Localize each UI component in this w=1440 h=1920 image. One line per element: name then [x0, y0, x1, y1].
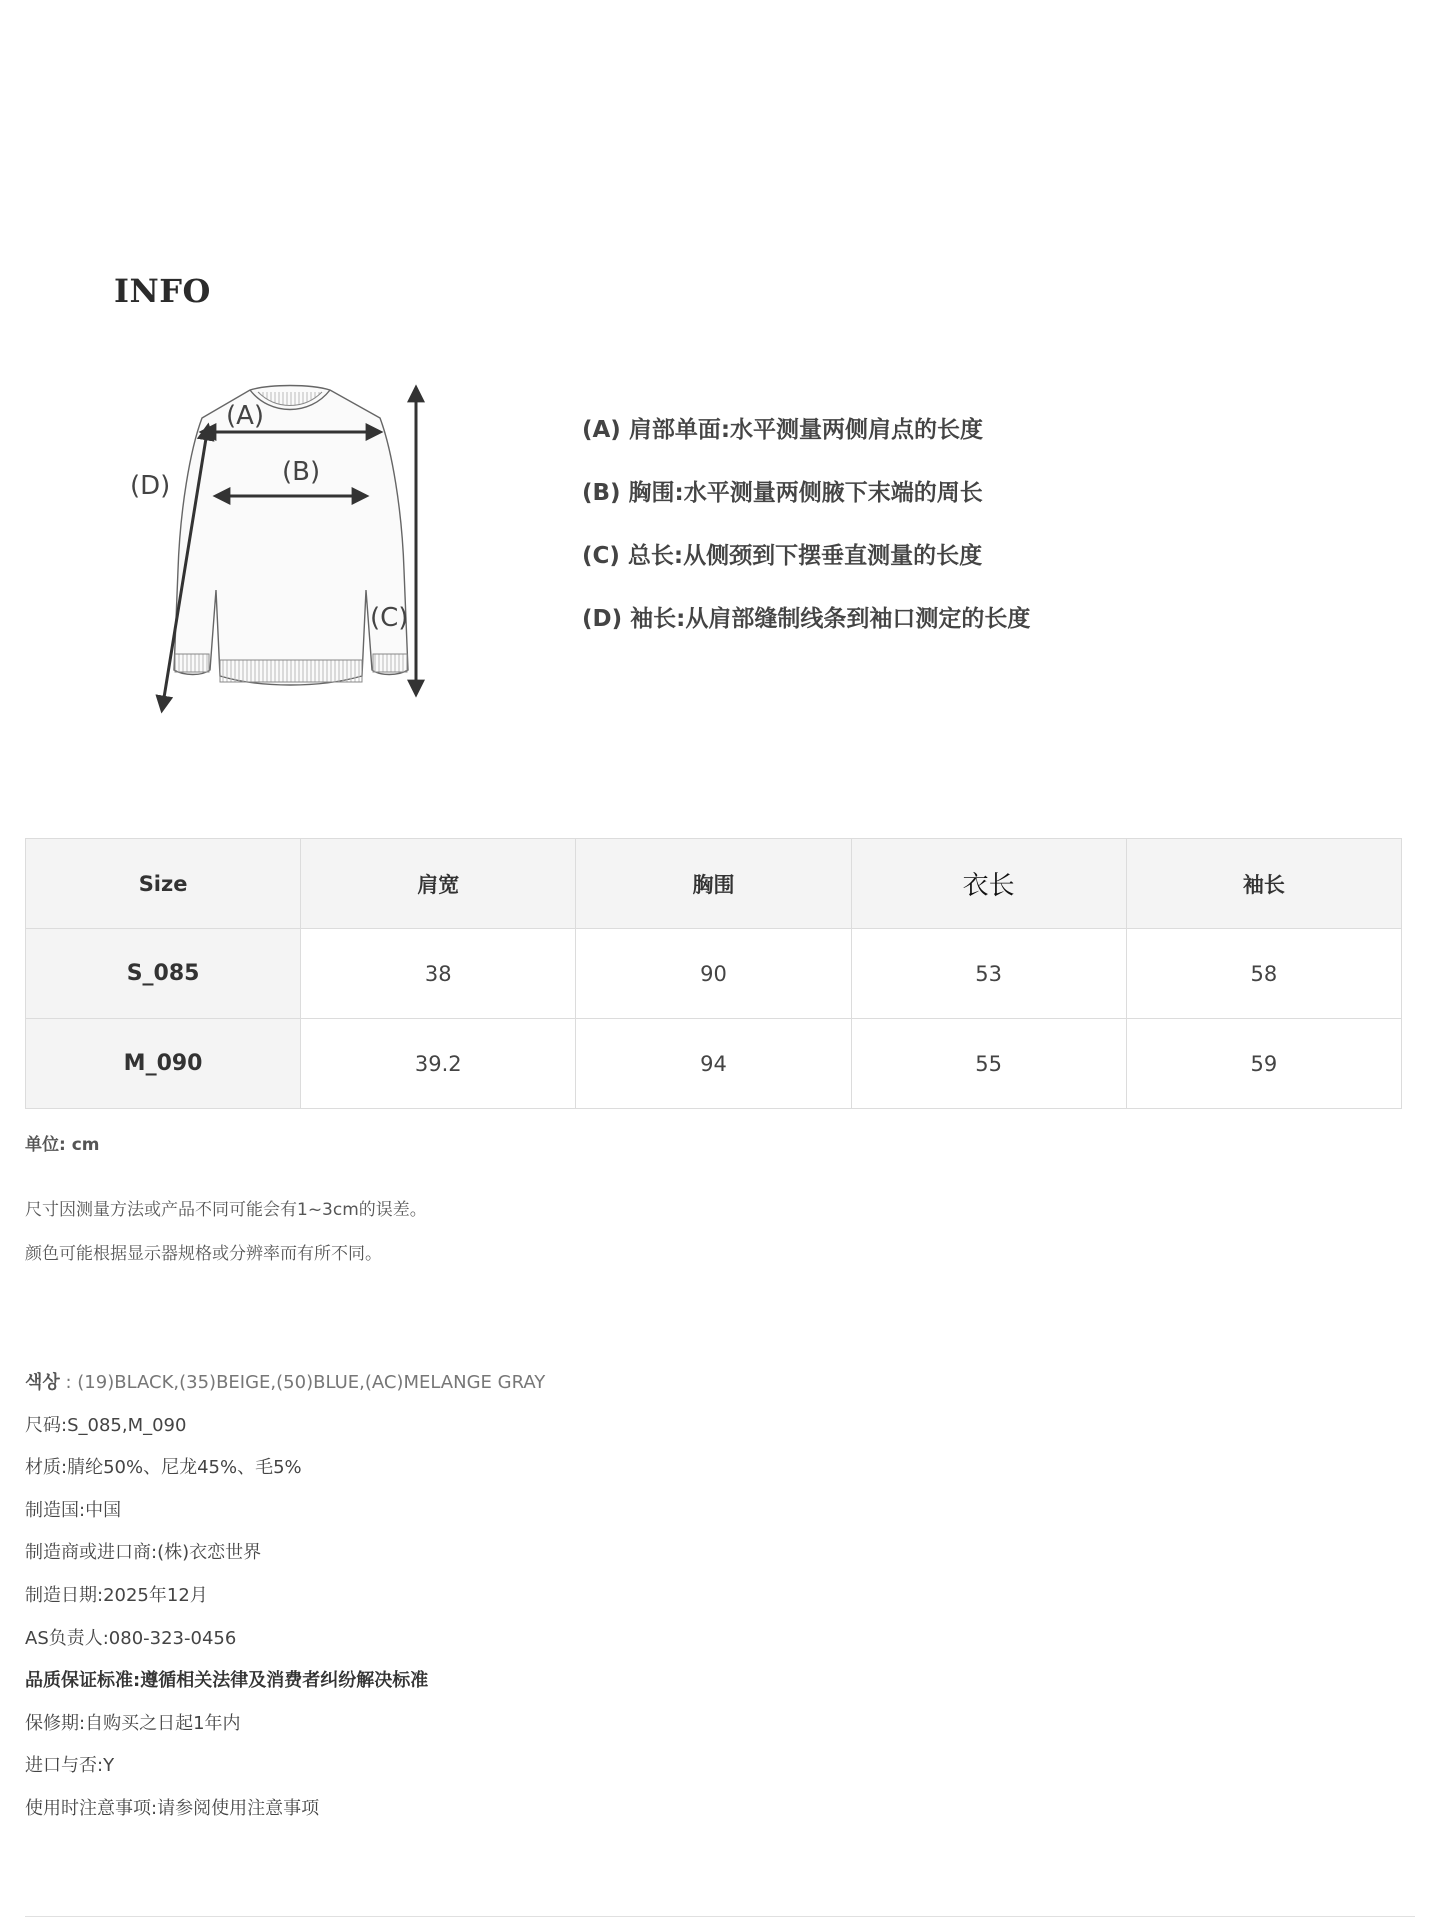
- table-row: [26, 1019, 1402, 1109]
- legend-c: (C) 总长:从侧颈到下摆垂直测量的长度: [582, 543, 983, 569]
- size-table: [25, 838, 1402, 1109]
- row-size: M_090: [26, 1019, 301, 1109]
- spec-origin: 制造国:中国: [25, 1499, 122, 1521]
- note-measurement-error: 尺寸因测量方法或产品不同可能会有1~3cm的误差。: [25, 1200, 427, 1220]
- notes: [25, 1198, 427, 1286]
- spec-color: [25, 1370, 545, 1413]
- row-size: S_085: [26, 929, 301, 1019]
- sweater-hem: [220, 660, 362, 682]
- spec-warranty: 保修期:自购买之日起1年内: [25, 1712, 241, 1734]
- spec-color-label: 색상: [25, 1372, 60, 1393]
- info-title: INFO: [114, 272, 211, 310]
- row-chest: 94: [576, 1019, 851, 1109]
- measurement-legend: [582, 410, 1030, 662]
- product-specs: [25, 1370, 545, 1839]
- spec-date: 制造日期:2025年12月: [25, 1584, 208, 1606]
- header-shoulder: 肩宽: [301, 839, 576, 929]
- label-a: (A): [226, 401, 265, 431]
- header-length: 衣长: [851, 839, 1126, 929]
- label-d: (D): [130, 471, 171, 501]
- spec-size: 尺码:S_085,M_090: [25, 1414, 187, 1436]
- row-chest: 90: [576, 929, 851, 1019]
- spec-quality: 品质保证标准:遵循相关法律及消费者纠纷解决标准: [25, 1670, 429, 1692]
- row-sleeve: 59: [1126, 1019, 1401, 1109]
- sweater-left-cuff: [175, 654, 209, 672]
- sweater-measurement-diagram: [130, 370, 530, 720]
- spec-caution: 使用时注意事项:请参阅使用注意事项: [25, 1797, 320, 1819]
- note-color-variance: 颜色可能根据显示器规格或分辨率而有所不同。: [25, 1244, 382, 1264]
- label-c: (C): [370, 603, 409, 633]
- spec-import: 进口与否:Y: [25, 1755, 115, 1777]
- legend-a: (A) 肩部单面:水平测量两侧肩点的长度: [582, 417, 984, 443]
- legend-b: (B) 胸围:水平测量两侧腋下末端的周长: [582, 480, 983, 506]
- table-row: [26, 929, 1402, 1019]
- spec-material: 材质:腈纶50%、尼龙45%、毛5%: [25, 1457, 302, 1479]
- bottom-divider: [25, 1916, 1415, 1917]
- row-shoulder: 39.2: [301, 1019, 576, 1109]
- size-table-header-row: [26, 839, 1402, 929]
- label-b: (B): [282, 457, 321, 487]
- spec-color-value: : (19)BLACK,(35)BEIGE,(50)BLUE,(AC)MELANGE GRAY: [59, 1372, 546, 1393]
- legend-d: (D) 袖长:从肩部缝制线条到袖口测定的长度: [582, 606, 1031, 632]
- spec-manufacturer: 制造商或进口商:(株)衣恋世界: [25, 1542, 262, 1564]
- row-length: 55: [851, 1019, 1126, 1109]
- unit-note: 单位: cm: [25, 1135, 100, 1155]
- sweater-right-cuff: [373, 654, 407, 672]
- header-sleeve: 袖长: [1126, 839, 1401, 929]
- row-shoulder: 38: [301, 929, 576, 1019]
- header-size: Size: [26, 839, 301, 929]
- row-length: 53: [851, 929, 1126, 1019]
- header-chest: 胸围: [576, 839, 851, 929]
- sweater-outline: [174, 386, 408, 686]
- row-sleeve: 58: [1126, 929, 1401, 1019]
- spec-as-contact: AS负责人:080-323-0456: [25, 1627, 237, 1649]
